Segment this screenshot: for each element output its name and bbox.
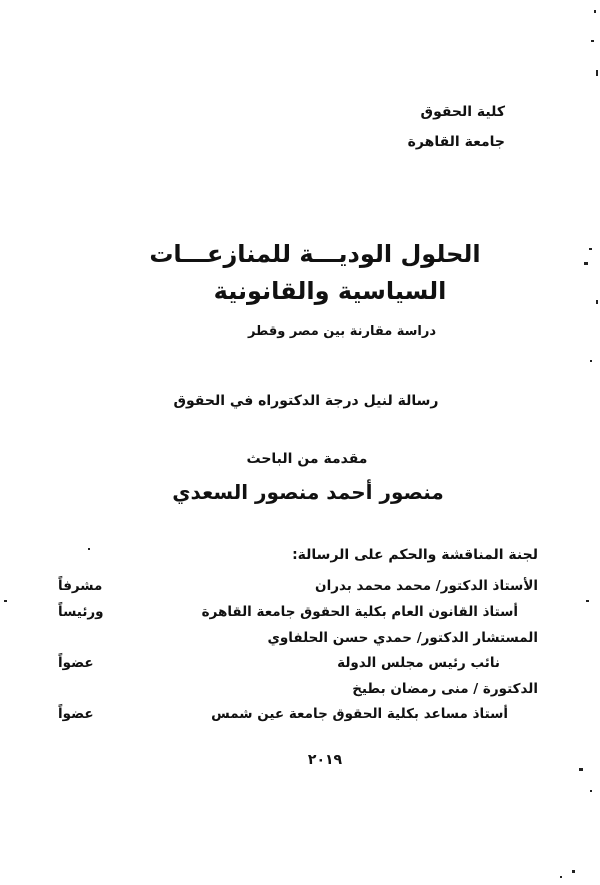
committee-member-text: الأستاذ الدكتور/ محمد محمد بدران — [315, 578, 538, 594]
committee-member-role: عضواً — [58, 706, 94, 722]
committee-member-text: المستشار الدكتور/ حمدي حسن الحلفاوي — [267, 630, 538, 646]
committee-member-text: أستاذ مساعد بكلية الحقوق جامعة عين شمس — [211, 706, 508, 722]
university-name: جامعة القاهرة — [407, 134, 505, 150]
committee-row — [58, 578, 538, 598]
thesis-title-line-2: السياسية والقانونية — [213, 277, 447, 305]
degree-statement: رسالة لنيل درجة الدكتوراه في الحقوق — [173, 393, 439, 409]
committee-member-text: الدكتورة / منى رمضان بطيخ — [352, 681, 538, 697]
submission-year: ٢٠١٩ — [307, 752, 343, 768]
committee-title: لجنة المناقشة والحكم على الرسالة: — [292, 547, 538, 563]
committee-member-role: ورئيساً — [58, 604, 104, 620]
committee-member-role: عضواً — [58, 655, 94, 671]
thesis-subtitle: دراسة مقارنة بين مصر وقطر — [247, 324, 437, 339]
committee-member-text: نائب رئيس مجلس الدولة — [337, 655, 500, 671]
thesis-title-line-1: الحلول الوديـــة للمنازعـــات — [149, 240, 481, 268]
committee-row — [58, 681, 538, 701]
committee-row — [58, 655, 500, 675]
presented-by-label: مقدمة من الباحث — [246, 451, 368, 467]
committee-row — [58, 604, 518, 624]
committee-member-text: أستاذ القانون العام بكلية الحقوق جامعة القاهرة — [201, 604, 518, 620]
faculty-name: كلية الحقوق — [420, 104, 505, 120]
author-name: منصور أحمد منصور السعدي — [172, 480, 444, 504]
committee-row — [58, 630, 538, 650]
committee-member-role: مشرفاً — [58, 578, 103, 594]
committee-row — [58, 706, 508, 726]
